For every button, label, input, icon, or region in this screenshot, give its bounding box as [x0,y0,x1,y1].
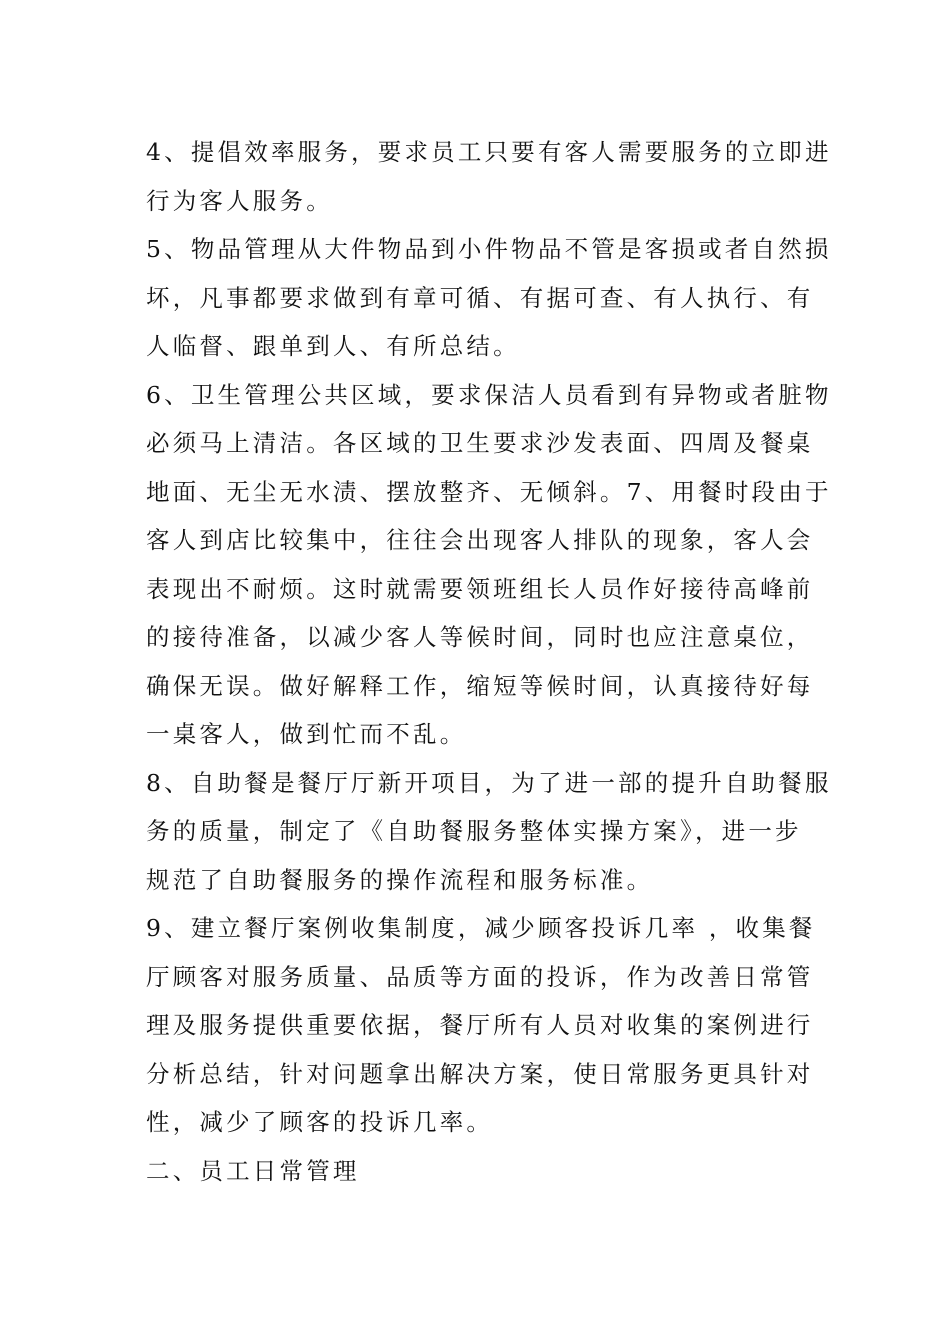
text-line-17: 9、建立餐厅案例收集制度，减少顾客投诉几率 ，收集餐 [146,914,816,942]
text-line-21: 性，减少了顾客的投诉几率。 [146,1108,494,1136]
text-line-5: 人临督、跟单到人、有所总结。 [146,332,520,360]
document-body [146,128,832,1195]
text-line-13: 一桌客人，做到忙而不乱。 [146,720,467,748]
text-line-18: 厅顾客对服务质量、品质等方面的投诉，作为改善日常管 [146,962,814,991]
text-line-14: 8、自助餐是餐厅厅新开项目，为了进一部的提升自助餐服 [146,768,832,797]
text-line-15: 务的质量，制定了《自助餐服务整体实操方案》，进一步 [146,817,802,845]
text-line-19: 理及服务提供重要依据，餐厅所有人员对收集的案例进行 [146,1011,814,1039]
text-line-2: 行为客人服务。 [146,186,333,215]
text-line-12: 确保无误。做好解释工作，缩短等候时间，认真接待好每 [146,671,814,700]
text-line-4: 坏，凡事都要求做到有章可循、有据可查、有人执行、有 [146,283,814,312]
text-line-9: 客人到店比较集中，往往会出现客人排队的现象，客人会 [146,526,814,554]
section-heading: 二、员工日常管理 [146,1156,360,1185]
text-line-1: 4、提倡效率服务，要求员工只要有客人需要服务的立即进 [146,138,832,166]
text-line-16: 规范了自助餐服务的操作流程和服务标准。 [146,865,654,894]
text-line-7: 必须马上清洁。各区域的卫生要求沙发表面、四周及餐桌 [146,429,814,457]
text-line-8: 地面、无尘无水渍、摆放整齐、无倾斜。7、用餐时段由于 [146,477,832,506]
text-line-20: 分析总结，针对问题拿出解决方案，使日常服务更具针对 [146,1059,814,1088]
text-line-11: 的接待准备，以减少客人等候时间，同时也应注意桌位， [146,623,814,651]
text-line-3: 5、物品管理从大件物品到小件物品不管是客损或者自然损 [146,235,832,263]
text-line-10: 表现出不耐烦。这时就需要领班组长人员作好接待高峰前 [146,574,814,603]
text-line-6: 6、卫生管理公共区域，要求保洁人员看到有异物或者脏物 [146,380,832,409]
